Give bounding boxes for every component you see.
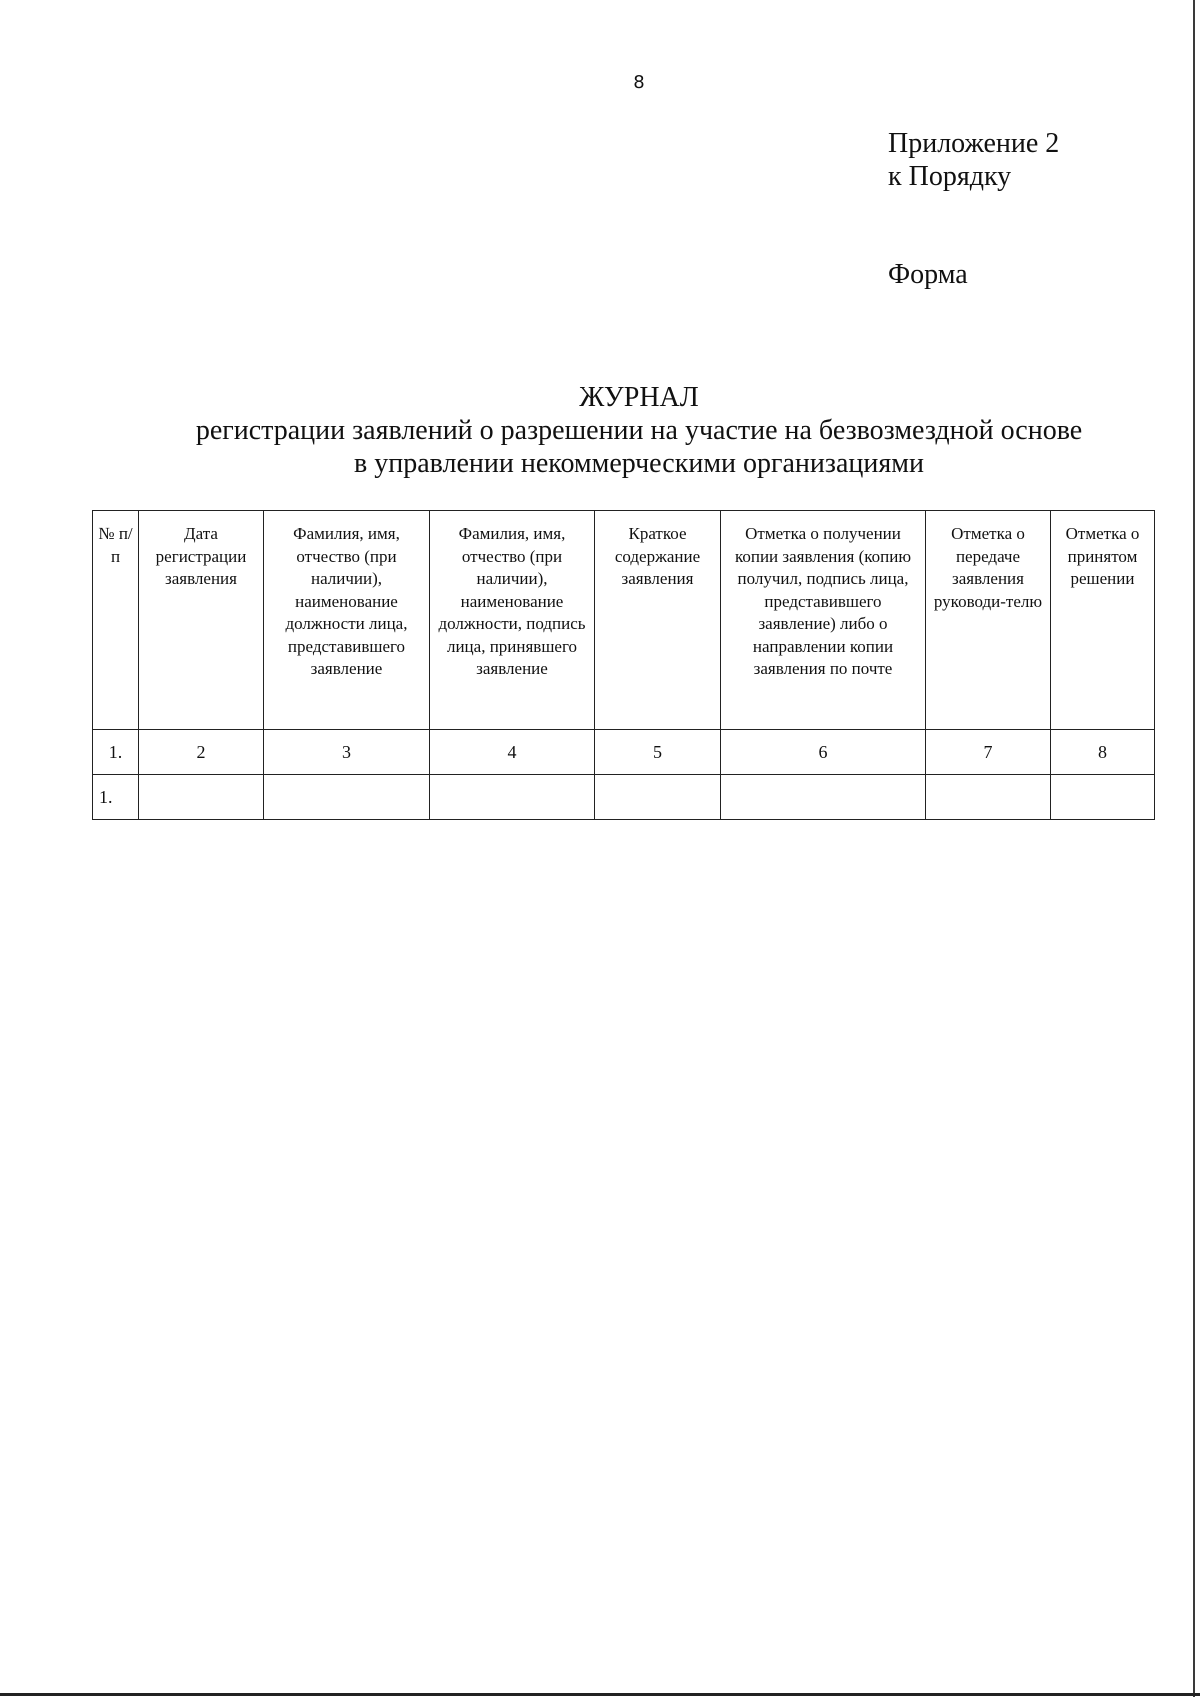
header-cell: № п/п (93, 511, 139, 730)
header-cell: Краткое содержание заявления (595, 511, 721, 730)
table-cell (721, 775, 926, 820)
column-number-cell: 1. (93, 730, 139, 775)
appendix-reference (888, 127, 1059, 193)
appendix-line-1: Приложение 2 (888, 128, 1060, 159)
header-cell: Фамилия, имя, отчество (при наличии), наименование должности, подпись лица, принявшего заявление (430, 511, 595, 730)
journal-table (92, 510, 1155, 820)
header-cell: Отметка о получении копии заявления (копию получил, подпись лица, представившего заявление) либо о направлении копии заявления по почте (721, 511, 926, 730)
scan-right-edge (1193, 0, 1195, 1697)
table-row (93, 775, 1155, 820)
column-number-cell: 2 (139, 730, 264, 775)
page-number: 8 (633, 72, 645, 93)
title-heading: ЖУРНАЛ (579, 382, 699, 413)
table-cell (264, 775, 430, 820)
table-cell (139, 775, 264, 820)
column-number-row (93, 730, 1155, 775)
form-label: Форма (888, 259, 968, 290)
column-number-cell: 7 (926, 730, 1051, 775)
scan-bottom-edge (0, 1693, 1200, 1696)
appendix-line-2: к Порядку (888, 161, 1012, 192)
document-title (100, 381, 1178, 480)
header-cell: Отметка о передаче заявления руководи-телю (926, 511, 1051, 730)
column-number-cell: 8 (1051, 730, 1155, 775)
table-cell (595, 775, 721, 820)
column-number-cell: 5 (595, 730, 721, 775)
header-cell: Дата регистрации заявления (139, 511, 264, 730)
title-line-1: регистрации заявлений о разрешении на участие на безвозмездной основе (195, 415, 1083, 446)
header-cell: Отметка о принятом решении (1051, 511, 1155, 730)
title-line-2: в управлении некоммерческими организациями (354, 448, 924, 479)
table-header-row (93, 511, 1155, 730)
column-number-cell: 6 (721, 730, 926, 775)
table-cell (430, 775, 595, 820)
table-cell (926, 775, 1051, 820)
column-number-cell: 4 (430, 730, 595, 775)
table-cell: 1. (93, 775, 139, 820)
table-cell (1051, 775, 1155, 820)
column-number-cell: 3 (264, 730, 430, 775)
header-cell: Фамилия, имя, отчество (при наличии), наименование должности лица, представившего заявление (264, 511, 430, 730)
